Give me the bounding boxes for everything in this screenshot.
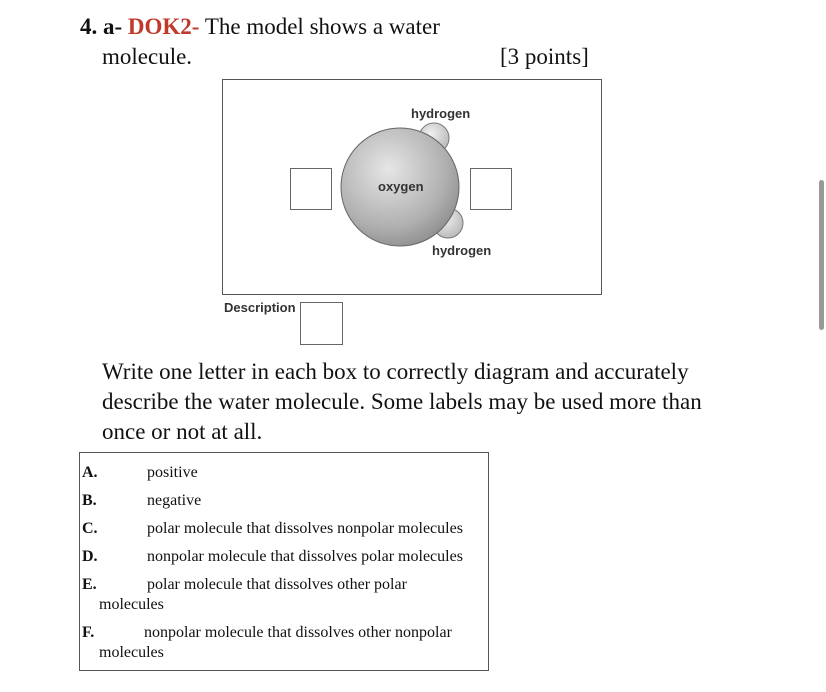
option-text: negative (147, 492, 202, 509)
option-f-continued: molecules (99, 644, 164, 661)
option-letter: E. (82, 576, 97, 593)
hydrogen-label-bottom: hydrogen (432, 243, 492, 258)
instructions-text: Write one letter in each box to correctly diagram and accurately describe the water molecule. Some labels may be used more than once or not at all. (102, 359, 702, 444)
answer-box-description[interactable] (300, 302, 343, 345)
option-text: polar molecule that dissolves nonpolar molecules (147, 520, 463, 537)
option-letter: C. (82, 520, 98, 537)
description-label: Description (224, 300, 296, 315)
answer-options (79, 452, 489, 671)
option-letter: F. (82, 624, 95, 641)
option-text: nonpolar molecule that dissolves polar molecules (147, 548, 463, 565)
scrollbar-thumb[interactable] (819, 180, 824, 330)
hydrogen-label-top: hydrogen (411, 106, 471, 121)
option-text: polar molecule that dissolves other polar (147, 576, 407, 593)
answer-box-left[interactable] (290, 168, 332, 210)
option-e-continued: molecules (99, 596, 164, 613)
question-title (80, 12, 440, 41)
option-letter: B. (82, 492, 97, 509)
option-text: nonpolar molecule that dissolves other nonpolar (144, 624, 452, 641)
answer-box-right[interactable] (470, 168, 512, 210)
question-title-text: The model shows a water (204, 14, 440, 39)
points-label: [3 points] (500, 44, 589, 69)
water-molecule-diagram (222, 79, 602, 295)
oxygen-label: oxygen (378, 179, 424, 194)
question-number: 4. a- (80, 14, 123, 39)
question-title-line2: molecule. (102, 44, 193, 69)
dok-level: DOK2- (127, 14, 200, 39)
option-letter: A. (82, 464, 98, 481)
option-text: positive (147, 464, 198, 481)
option-letter: D. (82, 548, 98, 565)
